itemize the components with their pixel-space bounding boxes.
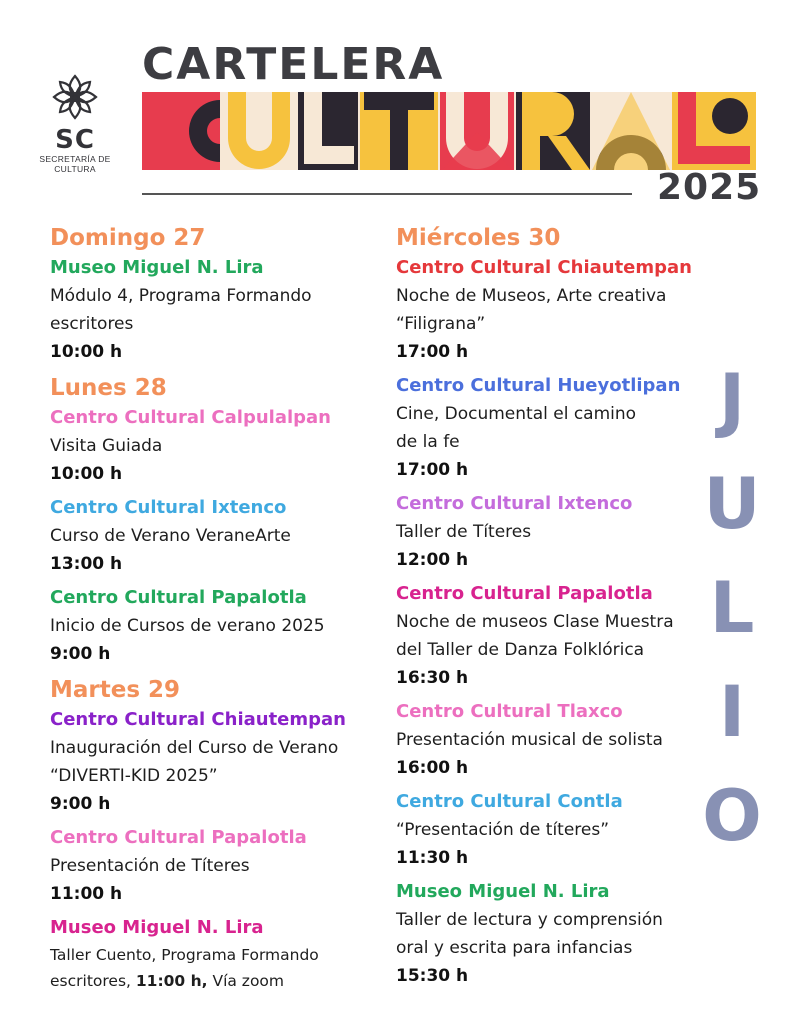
month-letter: O bbox=[702, 775, 762, 857]
event-description: Visita Guiada bbox=[50, 436, 163, 456]
event-description: “Filigrana” bbox=[396, 314, 486, 334]
logo-abbreviation: SC bbox=[55, 125, 95, 155]
event-item bbox=[396, 254, 696, 366]
event-time: 9:00 h bbox=[50, 794, 111, 814]
event-item bbox=[50, 706, 380, 818]
secretaria-cultura-logo bbox=[34, 70, 116, 174]
event-time: 11:00 h bbox=[50, 884, 123, 904]
event-time: 16:30 h bbox=[396, 668, 469, 688]
month-vertical bbox=[696, 348, 768, 868]
month-letter: U bbox=[703, 463, 761, 545]
event-venue: Centro Cultural Chiautempan bbox=[396, 257, 692, 278]
event-description-part: Vía zoom bbox=[207, 972, 285, 990]
event-description: Taller de Títeres bbox=[396, 522, 532, 542]
event-description: “Presentación de títeres” bbox=[396, 820, 610, 840]
day-heading: Martes 29 bbox=[50, 677, 181, 703]
event-item bbox=[50, 254, 380, 366]
event-time: 11:30 h bbox=[396, 848, 469, 868]
event-description: Taller Cuento, Programa Formando bbox=[50, 946, 319, 964]
event-time: 9:00 h bbox=[50, 644, 111, 664]
event-venue: Centro Cultural Papalotla bbox=[396, 583, 653, 604]
event-description-with-time bbox=[50, 968, 380, 994]
schedule-right-column bbox=[396, 222, 696, 996]
event-description: Taller de lectura y comprensión bbox=[396, 910, 663, 930]
event-time: 12:00 h bbox=[396, 550, 469, 570]
event-time: 10:00 h bbox=[50, 342, 123, 362]
event-item bbox=[396, 372, 696, 484]
event-description: Noche de museos Clase Muestra bbox=[396, 612, 674, 632]
event-description: Módulo 4, Programa Formando bbox=[50, 286, 312, 306]
event-description: Inauguración del Curso de Verano bbox=[50, 738, 339, 758]
event-item bbox=[50, 404, 380, 488]
event-venue: Museo Miguel N. Lira bbox=[50, 257, 264, 278]
event-venue: Centro Cultural Hueyotlipan bbox=[396, 375, 681, 396]
event-venue: Centro Cultural Calpulalpan bbox=[50, 407, 331, 428]
event-description: “DIVERTI-KID 2025” bbox=[50, 766, 218, 786]
header-divider bbox=[142, 193, 632, 195]
event-description-part: escritores, bbox=[50, 972, 136, 990]
event-venue: Centro Cultural Papalotla bbox=[50, 587, 307, 608]
event-description: Presentación musical de solista bbox=[396, 730, 663, 750]
event-description: oral y escrita para infancias bbox=[396, 938, 633, 958]
event-description: Cine, Documental el camino bbox=[396, 404, 637, 424]
month-letter: I bbox=[718, 671, 746, 753]
event-venue: Centro Cultural Papalotla bbox=[50, 827, 307, 848]
event-description: Curso de Verano VeraneArte bbox=[50, 526, 291, 546]
event-description: Inicio de Cursos de verano 2025 bbox=[50, 616, 325, 636]
event-item bbox=[396, 788, 696, 872]
day-heading: Domingo 27 bbox=[50, 225, 206, 251]
day-heading: Miércoles 30 bbox=[396, 225, 561, 251]
page-title: CARTELERA bbox=[142, 39, 445, 90]
event-item bbox=[50, 584, 380, 668]
month-letter: L bbox=[709, 567, 755, 649]
event-description: Presentación de Títeres bbox=[50, 856, 250, 876]
event-item bbox=[50, 494, 380, 578]
event-item bbox=[396, 878, 696, 990]
day-heading: Lunes 28 bbox=[50, 375, 167, 401]
event-item bbox=[396, 580, 696, 692]
schedule-left-column bbox=[50, 222, 380, 1000]
event-venue: Museo Miguel N. Lira bbox=[396, 881, 610, 902]
flower-emblem-icon bbox=[48, 70, 102, 124]
event-time: 15:30 h bbox=[396, 966, 469, 986]
event-description: de la fe bbox=[396, 432, 460, 452]
event-time: 16:00 h bbox=[396, 758, 469, 778]
logo-name-line2: CULTURA bbox=[54, 164, 96, 174]
event-time: 13:00 h bbox=[50, 554, 123, 574]
event-time: 10:00 h bbox=[50, 464, 123, 484]
event-venue: Centro Cultural Contla bbox=[396, 791, 623, 812]
year-label: 2025 bbox=[657, 167, 762, 208]
event-item bbox=[50, 824, 380, 908]
event-venue: Centro Cultural Tlaxco bbox=[396, 701, 623, 722]
event-item bbox=[50, 914, 380, 994]
event-venue: Centro Cultural Ixtenco bbox=[50, 497, 287, 518]
event-time: 17:00 h bbox=[396, 342, 469, 362]
event-venue: Centro Cultural Ixtenco bbox=[396, 493, 633, 514]
logo-name-line1: SECRETARÍA DE bbox=[39, 154, 111, 164]
cultural-banner-graphic bbox=[142, 92, 756, 170]
event-item bbox=[396, 490, 696, 574]
cultural-banner bbox=[142, 92, 756, 170]
event-time: 17:00 h bbox=[396, 460, 469, 480]
event-description: escritores bbox=[50, 314, 134, 334]
event-description: Noche de Museos, Arte creativa bbox=[396, 286, 667, 306]
month-letter: J bbox=[718, 359, 746, 441]
event-description: del Taller de Danza Folklórica bbox=[396, 640, 645, 660]
event-venue: Museo Miguel N. Lira bbox=[50, 917, 264, 938]
event-venue: Centro Cultural Chiautempan bbox=[50, 709, 346, 730]
event-item bbox=[396, 698, 696, 782]
event-time-inline: 11:00 h, bbox=[135, 972, 208, 990]
